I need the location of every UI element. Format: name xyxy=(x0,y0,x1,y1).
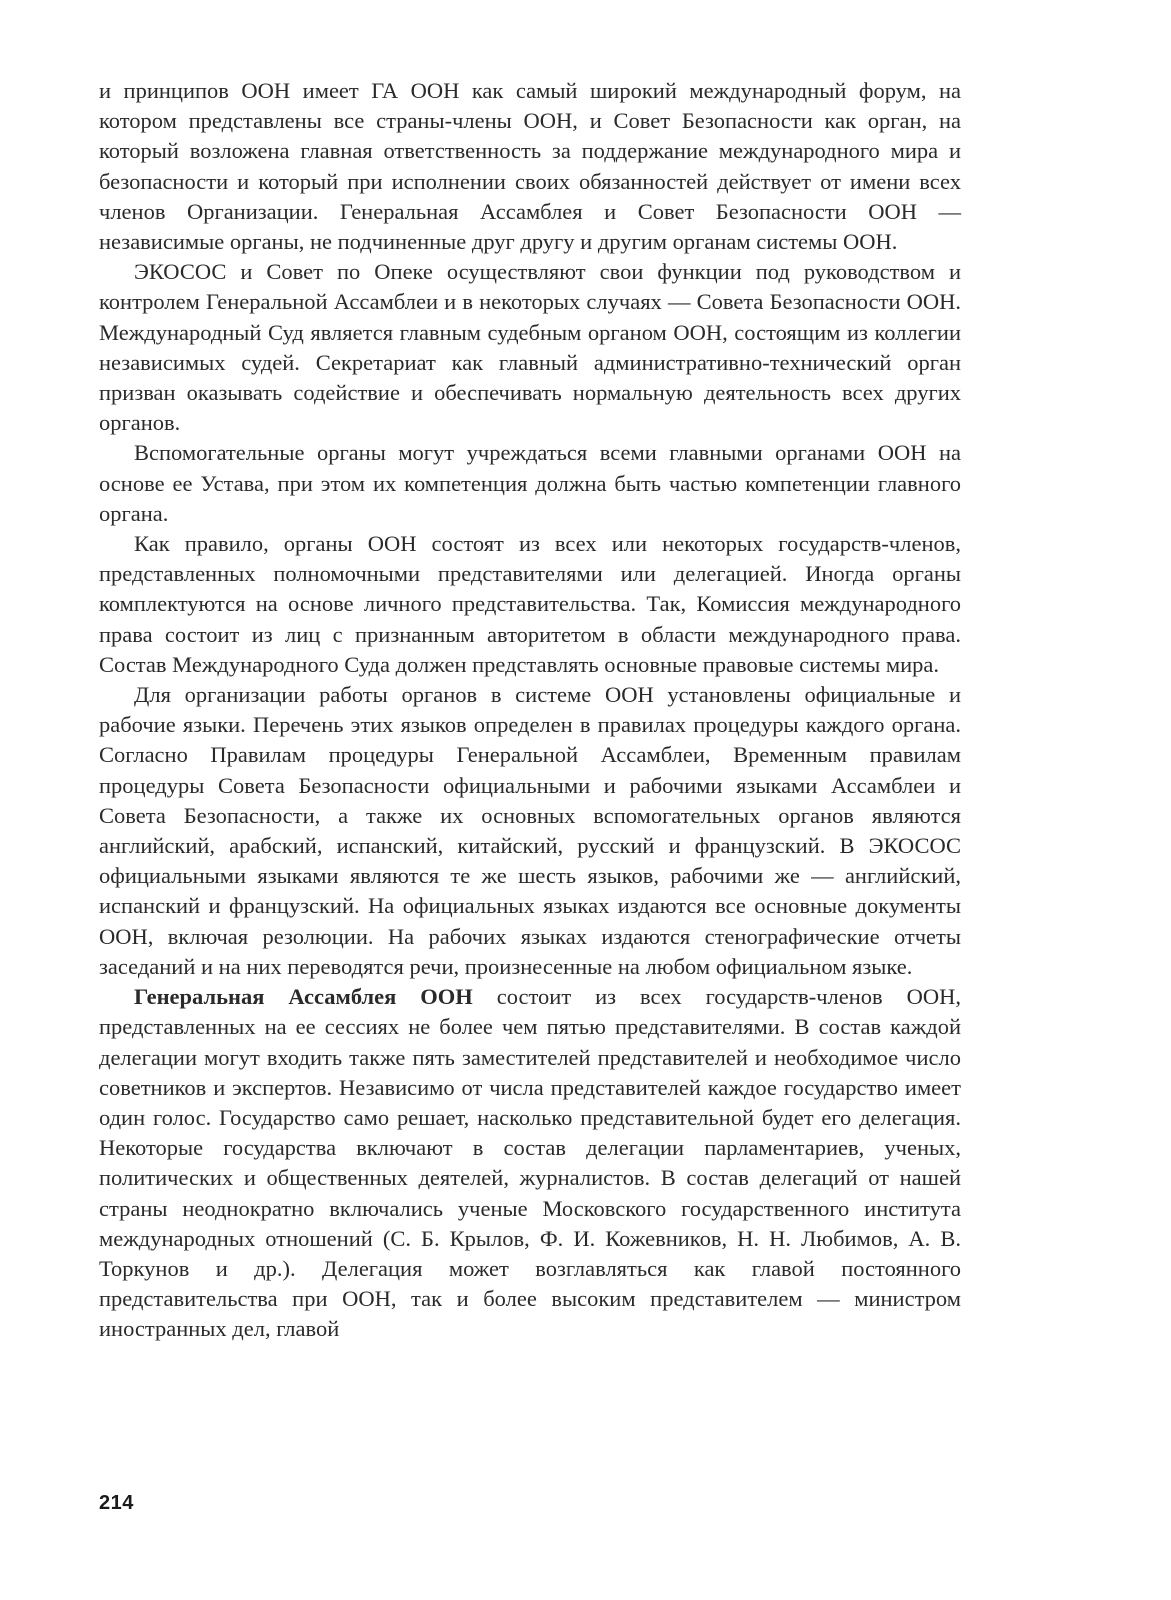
paragraph-ecosoc: ЭКОСОС и Совет по Опеке осуществляют свои функции под руководством и контролем Генеральной Ассамблеи и в некоторых случаях — Совета Безопасности ООН. Международный Суд является главным судебным органом ООН, состоящим из коллегии независимых судей. Секретариат как главный административно-технический орган призван оказывать содействие и обеспечивать нормальную деятельность всех других органов. xyxy=(99,259,961,436)
paragraph-languages: Для организации работы органов в системе ООН установлены официальные и рабочие языки. Перечень этих языков определен в правилах процедуры каждого органа. Согласно Правилам процедуры Генеральной Ассамблеи, Временным правилам процедуры Совета Безопасности официальными и рабочими языками Ассамблеи и Совета Безопасности, а также их основных вспомогательных органов являются английский, арабский, испанский, китайский, русский и французский. В ЭКОСОС официальными языками являются те же шесть языков, рабочими же — английский, испанский и французский. На официальных языках издаются все основные документы ООН, включая резолюции. На рабочих языках издаются стенографические отчеты заседаний и на них переводятся речи, произнесенные на любом официальном языке. xyxy=(99,682,961,979)
page-body xyxy=(99,76,961,1345)
paragraph-general-assembly-text: состоит из всех государств-членов ООН, представленных на ее сессиях не более чем пятью представителями. В состав каждой делегации могут входить также пять заместителей представителей и необходимое число советников и экспертов. Независимо от числа представителей каждое государство имеет один голос. Государство само решает, насколько представительной будет его делегация. Некоторые государства включают в состав делегации парламентариев, ученых, политических и общественных деятелей, журналистов. В состав делегаций от нашей страны неоднократно включались ученые Московского государственного института международных отношений (С. Б. Крылов, Ф. И. Кожевников, Н. Н. Любимов, А. В. Торкунов и др.). Делегация может возглавляться как главой постоянного представительства при ООН, так и более высоким представителем — министром иностранных дел, главой xyxy=(99,984,961,1342)
paragraph-subsidiary-organs: Вспомогательные органы могут учреждаться всеми главными органами ООН на основе ее Устава, при этом их компетенция должна быть частью компетенции главного органа. xyxy=(99,440,961,526)
paragraph-continuation: и принципов ООН имеет ГА ООН как самый широкий международный форум, на котором представлены все страны-члены ООН, и Совет Безопасности как орган, на который возложена главная ответственность за поддержание международного мира и безопасности и который при исполнении своих обязанностей действует от имени всех членов Организации. Генеральная Ассамблея и Совет Безопасности ООН — независимые органы, не подчиненные друг другу и другим органам системы ООН. xyxy=(99,78,961,255)
term-general-assembly: Генеральная Ассамблея ООН xyxy=(134,984,473,1010)
paragraph-general-assembly xyxy=(99,982,961,1344)
page-number: 214 xyxy=(99,1492,134,1514)
paragraph-composition: Как правило, органы ООН состоят из всех или некоторых государств-членов, представленных полномочными представителями или делегацией. Иногда органы комплектуются на основе личного представительства. Так, Комиссия международного права состоит из лиц с признанным авторитетом в области международного права. Состав Международного Суда должен представлять основные правовые системы мира. xyxy=(99,531,961,677)
